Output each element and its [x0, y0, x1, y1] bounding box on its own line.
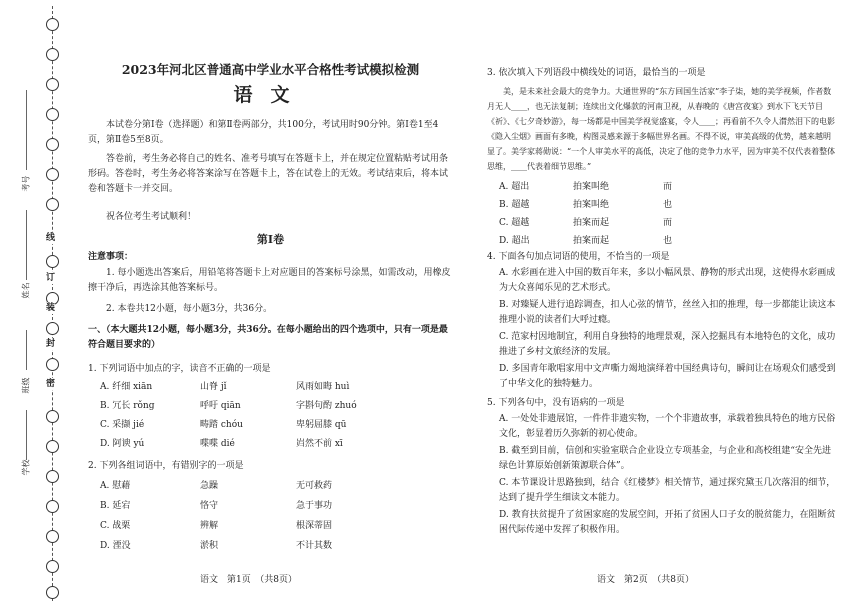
option-word: 字斟句酌 zhuó: [296, 401, 357, 411]
question-2-option[interactable]: [100, 519, 332, 534]
option-word: 恪守: [200, 501, 219, 511]
question-4-option[interactable]: B. 对臻疑人进行追踪调查，扣人心弦的情节，丝丝入扣的推理，每一步都能让读这本推理小说的读者们大呼过瘾。: [499, 300, 836, 325]
question-2-option[interactable]: [100, 539, 332, 554]
question-5-option[interactable]: D. 教育扶贫提升了贫困家庭的发展空间，开拓了贫困人口子女的脱贫能力，在阻断贫困代际传递中发挥了积极作用。: [499, 510, 836, 535]
option-word: 而: [663, 182, 673, 192]
option-word: 山脊 jǐ: [200, 382, 227, 392]
question-1-stem: 1. 下列词语中加点的字，读音不正确的一项是: [88, 364, 271, 374]
option-word: 淤积: [200, 541, 219, 551]
question-3-stem: 3. 依次填入下列语段中横线处的词语，最恰当的一项是: [487, 68, 706, 78]
option-word: D. 湮没: [100, 541, 131, 551]
option-word: 卑躬屈膝 qū: [296, 420, 347, 430]
option-word: 呼吁 qiān: [200, 401, 241, 411]
option-word: 拍案叫绝: [573, 200, 610, 210]
seal-char: 装: [46, 303, 56, 313]
question-1-option[interactable]: [100, 380, 349, 395]
question-4-option[interactable]: A. 水彩画在进入中国的数百年来，多以小幅风景、静物的形式出现，这使得水彩画成为大众喜闻乐见的艺术形式。: [499, 268, 836, 293]
seal-char: 封: [46, 339, 56, 349]
option-word: 拍案叫绝: [573, 182, 610, 192]
note-item: 1. 每小题选出答案后，用铅笔将答题卡上对应题目的答案标号涂黑，如需改动，用橡皮擦干净后，再选涂其他答案标号。: [88, 268, 451, 293]
option-word: 急于事功: [296, 501, 333, 511]
question-2-stem: 2. 下列各组词语中，有错别字的一项是: [88, 461, 244, 471]
binding-ring-icon: [46, 470, 59, 483]
binding-ring-icon: [46, 78, 59, 91]
question-4-stem: 4. 下面各句加点词语的使用，不恰当的一项是: [487, 252, 670, 262]
question-5-option[interactable]: C. 本节课设计思路独到，结合《红楼梦》相关情节，通过探究黛玉几次落泪的细节，达到了提升学生细读文本能力。: [499, 478, 836, 503]
option-word: D. 超出: [499, 236, 530, 246]
binding-ring-icon: [46, 255, 59, 268]
binding-margin: [0, 0, 72, 607]
option-word: 拍案而起: [573, 236, 610, 246]
question-1-option[interactable]: [100, 437, 343, 452]
option-word: 根深蒂固: [296, 521, 333, 531]
binding-ring-icon: [46, 108, 59, 121]
question-3-option[interactable]: [499, 234, 672, 249]
name-label: 姓名: [21, 282, 31, 299]
option-word: A. 纤细 xiān: [100, 382, 153, 392]
option-word: A. 慰藉: [100, 481, 131, 491]
question-3-option[interactable]: [499, 198, 672, 213]
binding-ring-icon: [46, 440, 59, 453]
question-2-option[interactable]: [100, 499, 332, 514]
option-word: C. 战栗: [100, 521, 131, 531]
question-3-passage: 美，是未来社会最大的竞争力。大通世界的“东方回国生活家”李子柒，她的美学视频，作者数月无人____，也无法复制；连续出文化爆款的河南卫视，从春晚的《唐宫夜宴》到水下飞天节目《祈》、《七夕奇妙游》，每一场都是中国美学视觉盛宴，令人____；再看前不久令人潸然泪下的电影《隐入尘烟》画面有多晚，构图灵感来源于多幅世界名画。不得不说，审美高级的优势，越来越明显了。美学家蒋勋说：“一个人审美水平的高低，决定了他的竞争力水平，因为审美不仅代表着整体思维，____代表着细节思维。”: [487, 87, 836, 171]
binding-ring-icon: [46, 358, 59, 371]
school-line: [26, 410, 27, 460]
note-item: 2. 本卷共12小题，每小题3分，共36分。: [106, 304, 273, 314]
intro-paragraph: 答卷前，考生务必将自己的姓名、准考号填写在答题卡上，并在规定位置粘贴考试用条形码。答卷时，考生务必将答案涂写在答题卡上，答在试卷上的无效。考试结束后，将本试卷和答题卡一并交回。: [88, 154, 449, 194]
option-word: A. 超出: [499, 182, 530, 192]
question-2-option[interactable]: [100, 479, 332, 494]
question-3-option[interactable]: [499, 216, 672, 231]
intro-paragraph: 祝各位考生考试顺利！: [106, 212, 197, 222]
option-word: D. 阿谀 yú: [100, 439, 145, 449]
exam-number-line: [26, 90, 27, 170]
seal-char: 线: [46, 233, 56, 243]
option-word: 无可救药: [296, 481, 333, 491]
binding-ring-icon: [46, 198, 59, 211]
seal-char: 密: [46, 379, 56, 389]
option-word: C. 采撷 jié: [100, 420, 145, 430]
exam-title: 2023年河北区普通高中学业水平合格性考试模拟检测: [121, 62, 420, 77]
binding-ring-icon: [46, 530, 59, 543]
exam-page-1: [88, 0, 453, 607]
option-word: B. 超越: [499, 200, 530, 210]
intro-paragraph: 本试卷分第Ⅰ卷（选择题）和第Ⅱ卷两部分，共100分，考试用时90分钟。第Ⅰ卷1至4页，第Ⅱ卷5至8页。: [88, 120, 439, 145]
option-word: 风雨如晦 huì: [296, 382, 350, 392]
subject-title: 语文: [233, 84, 308, 106]
option-word: C. 超越: [499, 218, 530, 228]
binding-ring-icon: [46, 586, 59, 599]
binding-ring-icon: [46, 410, 59, 423]
binding-ring-icon: [46, 560, 59, 573]
option-word: 岿然不前 xī: [296, 439, 343, 449]
section-title: 第Ⅰ卷: [256, 233, 285, 246]
binding-ring-icon: [46, 48, 59, 61]
option-word: 急躁: [200, 481, 219, 491]
option-word: 拍案而起: [573, 218, 610, 228]
question-4-option[interactable]: C. 范家村因地制宜，利用自身独特的地理景观，深入挖掘具有本地特色的文化，成功推进了乡村文旅经济的发展。: [499, 332, 836, 357]
question-4-option[interactable]: D. 多国青年歌唱家用中文声嘶力竭地演绎着中国经典诗句，瞬间让在场观众们感受到了中华文化的独特魅力。: [499, 364, 836, 389]
class-label: 班级: [21, 377, 31, 394]
binding-ring-icon: [46, 322, 59, 335]
page-footer: 语文 第1页 （共8页）: [200, 575, 297, 585]
option-word: B. 延宕: [100, 501, 131, 511]
option-word: 也: [663, 200, 673, 210]
option-word: B. 冗长 rǒng: [100, 401, 155, 411]
option-word: 也: [663, 236, 673, 246]
question-5-stem: 5. 下列各句中，没有语病的一项是: [487, 398, 625, 408]
notes-title: 注意事项：: [88, 252, 134, 262]
option-word: 而: [663, 218, 673, 228]
class-line: [26, 330, 27, 370]
name-line: [26, 210, 27, 280]
exam-number-label: 考号: [21, 175, 31, 192]
option-word: 不计其数: [296, 541, 333, 551]
binding-ring-icon: [46, 168, 59, 181]
part-one-instructions: 一、（本大题共12小题，每小题3分，共36分。在每小题给出的四个选项中，只有一项是最符合题目要求的）: [88, 325, 448, 350]
school-label: 学校: [21, 459, 31, 476]
question-5-option[interactable]: A. 一处处非遗展馆，一件件非遗实物，一个个非遗故事，承载着独具特色的地方民俗文化，彰显着历久弥新的初心使命。: [499, 414, 836, 439]
question-3-option[interactable]: [499, 180, 672, 195]
option-word: 辨解: [200, 521, 219, 531]
exam-page-2: [487, 0, 837, 607]
question-1-option[interactable]: [100, 418, 346, 433]
page-footer: 语文 第2页 （共8页）: [597, 575, 694, 585]
option-word: 畴踏 chóu: [200, 420, 243, 430]
binding-ring-icon: [46, 18, 59, 31]
seal-char: 订: [46, 273, 56, 283]
question-5-option[interactable]: B. 截至到目前，信创和实验室联合企业设立专项基金，与企业和高校组建“安全先进绿色计算原始创新策源联合体”。: [499, 446, 831, 471]
binding-ring-icon: [46, 138, 59, 151]
option-word: 喋喋 dié: [200, 439, 235, 449]
question-1-option[interactable]: [100, 399, 357, 414]
binding-ring-icon: [46, 500, 59, 513]
